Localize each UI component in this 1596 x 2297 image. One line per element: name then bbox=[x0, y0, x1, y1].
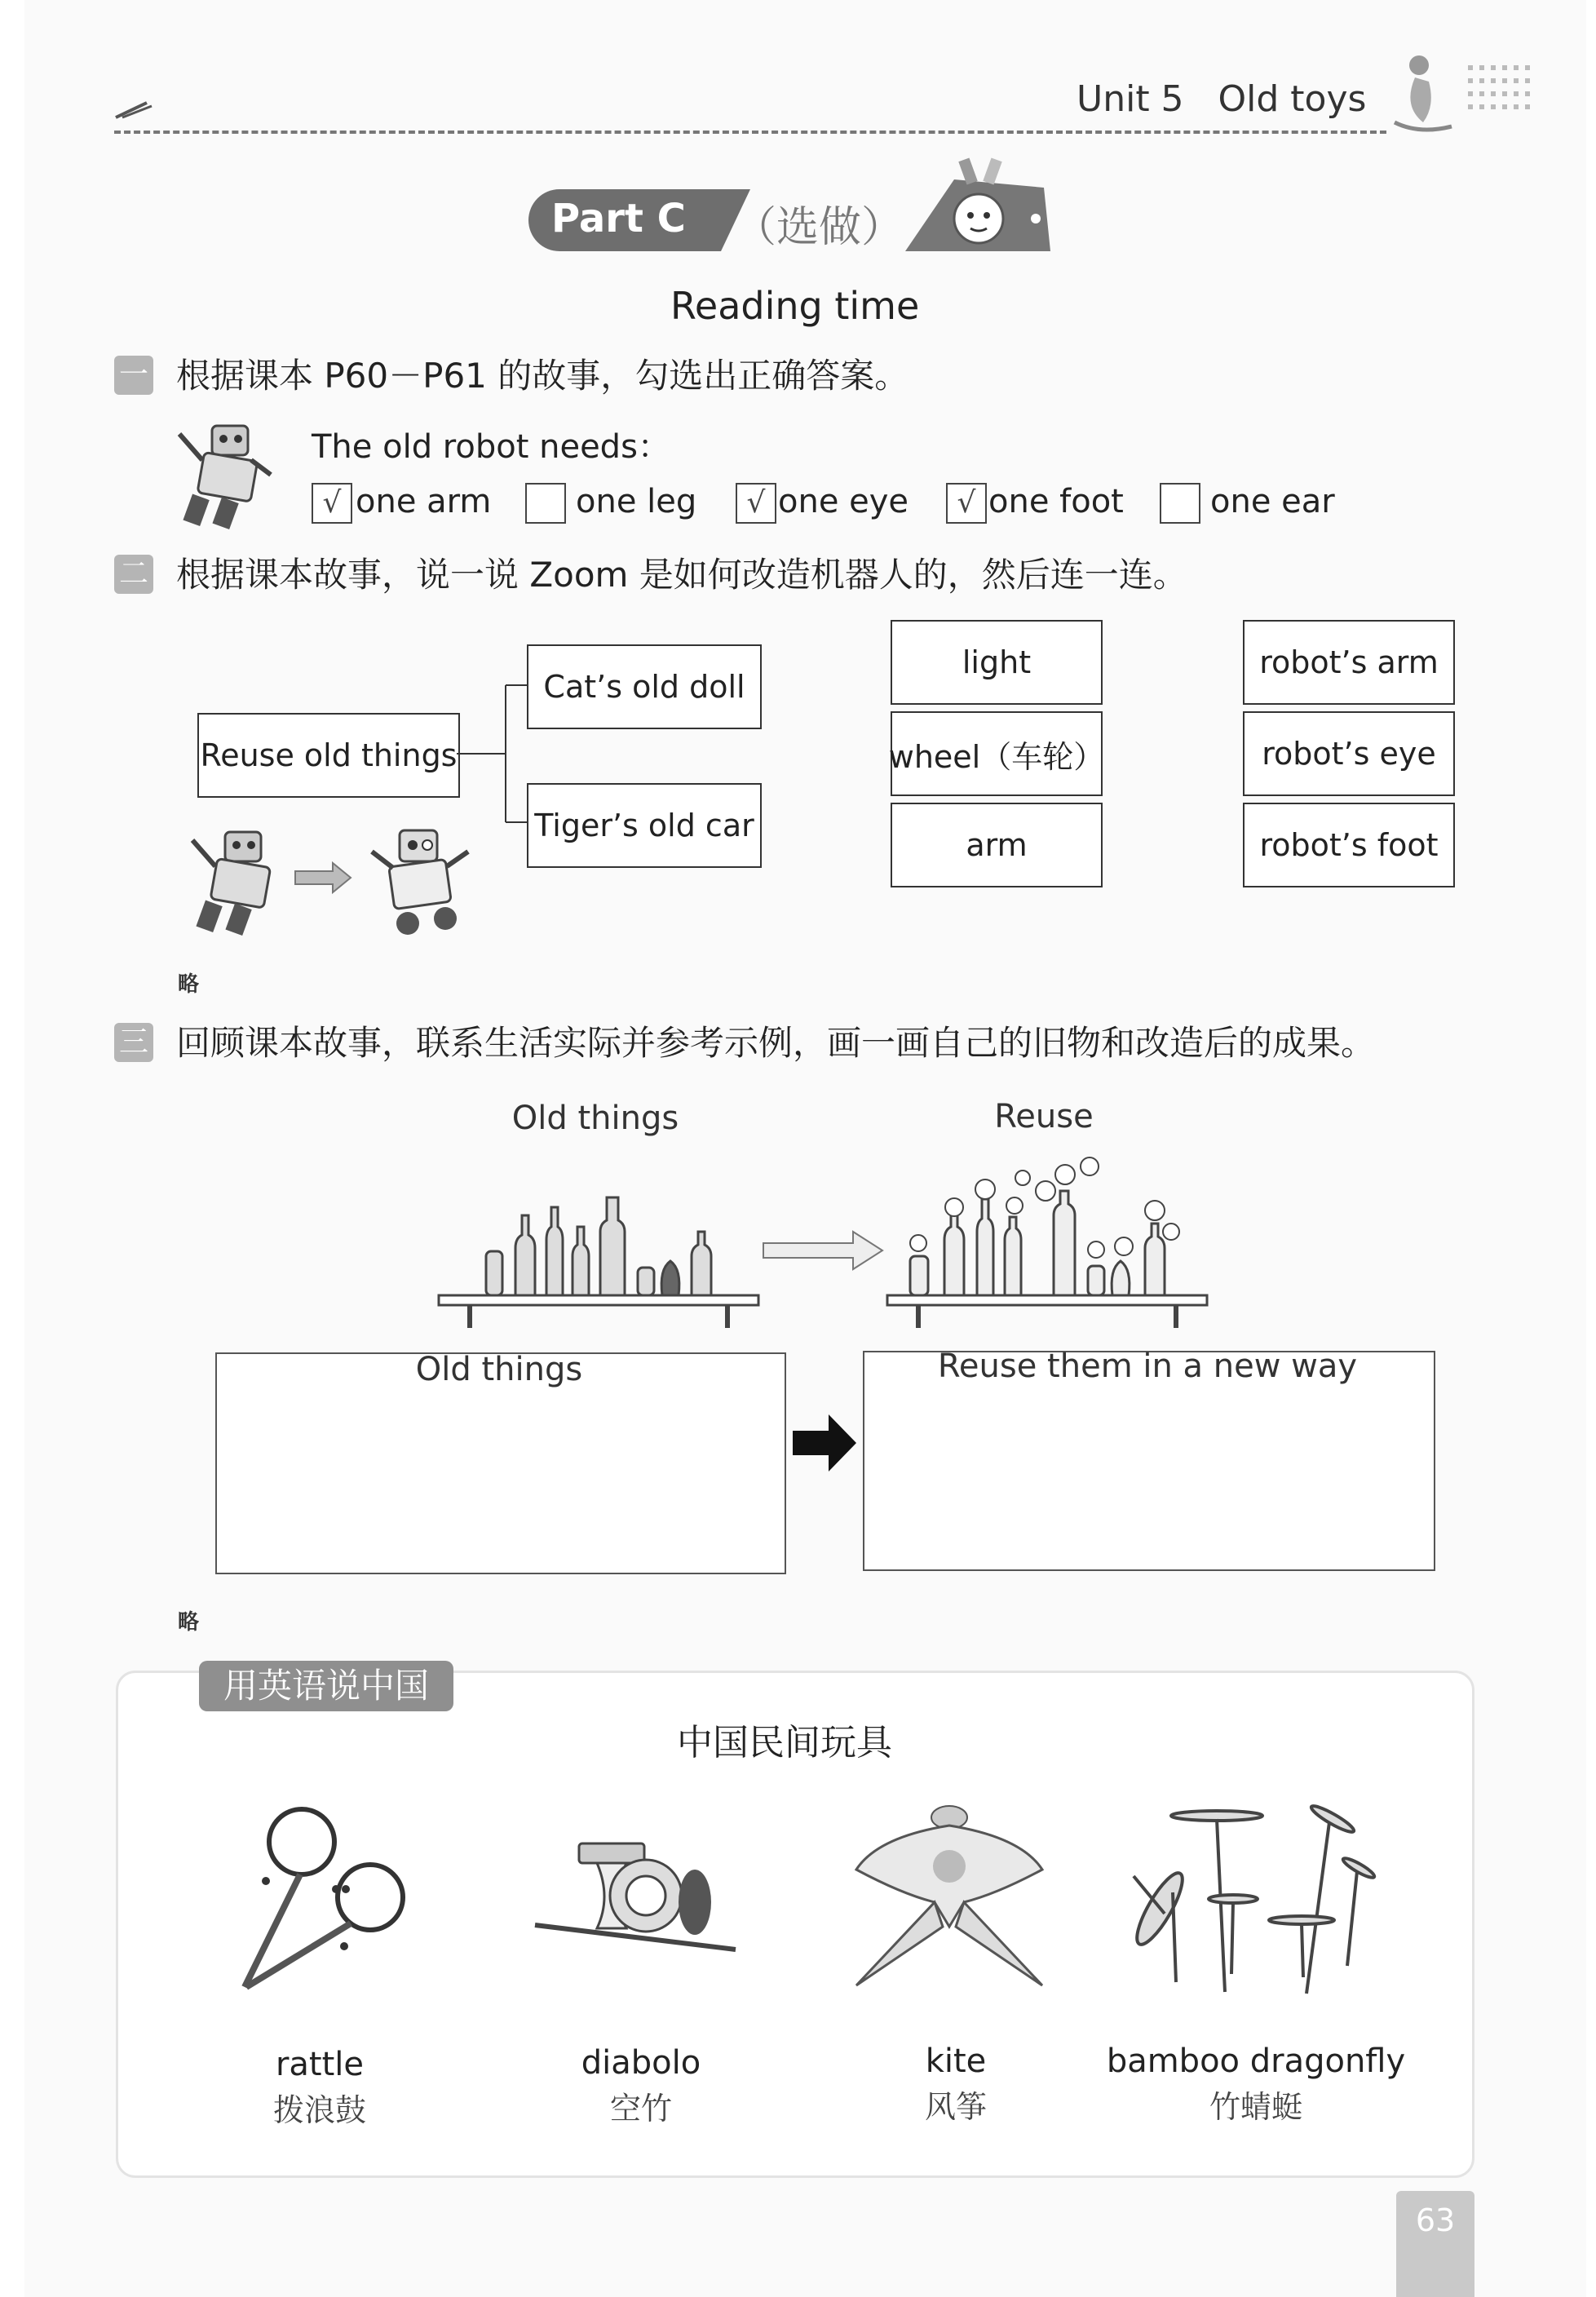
drawing-box-reuse-label: Reuse them in a new way bbox=[937, 1348, 1358, 1385]
kite-icon bbox=[853, 1804, 1046, 1992]
middle-wheel[interactable]: wheel（车轮） bbox=[891, 711, 1103, 796]
china-tag: 用英语说中国 bbox=[199, 1661, 453, 1711]
toy-rattle-en: rattle bbox=[275, 2046, 365, 2083]
skater-icon bbox=[1378, 49, 1590, 139]
checkbox-one-leg[interactable] bbox=[525, 483, 566, 524]
unit-number: Unit 5 bbox=[1077, 78, 1184, 120]
middle-light[interactable]: light bbox=[891, 620, 1103, 705]
china-title: 中国民间玩具 bbox=[677, 1722, 892, 1764]
toy-diabolo-en: diabolo bbox=[581, 2044, 701, 2082]
branch-tiger-car[interactable]: Tiger’s old car bbox=[527, 783, 762, 868]
section-2-note: 略 bbox=[178, 972, 200, 997]
checkbox-one-foot[interactable]: √ bbox=[946, 483, 987, 524]
toy-rattle-cn: 拨浪鼓 bbox=[272, 2092, 366, 2128]
checkbox-one-arm[interactable]: √ bbox=[312, 483, 352, 524]
middle-arm[interactable]: arm bbox=[891, 803, 1103, 887]
section-1-number: 一 bbox=[114, 356, 153, 395]
arrow-right-icon bbox=[763, 1230, 886, 1271]
unit-name: Old toys bbox=[1218, 78, 1367, 120]
checkbox-one-ear[interactable] bbox=[1160, 483, 1200, 524]
arrow-right-icon bbox=[295, 863, 352, 892]
section-1-instruction: 根据课本 P60－P61 的故事，勾选出正确答案。 bbox=[176, 356, 909, 396]
section-2-instruction: 根据课本故事，说一说 Zoom 是如何改造机器人的，然后连一连。 bbox=[176, 555, 1187, 595]
robot-question: The old robot needs： bbox=[312, 428, 670, 466]
old-bottles-shelf-icon bbox=[437, 1191, 760, 1330]
pencil-icon bbox=[114, 96, 155, 121]
header-divider bbox=[114, 131, 1386, 134]
right-robot-arm[interactable]: robot’s arm bbox=[1243, 620, 1455, 705]
section-3-instruction: 回顾课本故事，联系生活实际并参考示例，画一画自己的旧物和改造后的成果。 bbox=[176, 1023, 1376, 1063]
option-label-one-eye: one eye bbox=[778, 483, 909, 520]
option-label-one-ear: one ear bbox=[1210, 483, 1335, 520]
branch-cat-doll[interactable]: Cat’s old doll bbox=[527, 644, 762, 729]
arrow-right-solid-icon bbox=[793, 1414, 858, 1472]
toy-kite-en: kite bbox=[925, 2043, 987, 2080]
tree-connector-lines bbox=[457, 684, 530, 830]
drawing-box-old-things-label: Old things bbox=[415, 1351, 583, 1388]
toy-bamboo-dragonfly-en: bamboo dragonfly bbox=[1106, 2043, 1406, 2080]
rattle-icon bbox=[237, 1803, 416, 1998]
section-3-number: 三 bbox=[114, 1023, 153, 1062]
toy-diabolo-cn: 空竹 bbox=[609, 2091, 672, 2127]
repaired-robot-icon bbox=[367, 819, 473, 941]
example-reuse-label: Reuse bbox=[994, 1098, 1094, 1135]
toy-kite-cn: 风筝 bbox=[924, 2089, 987, 2125]
section-2-number: 二 bbox=[114, 555, 153, 594]
example-old-label: Old things bbox=[511, 1100, 679, 1137]
root-box: Reuse old things bbox=[197, 713, 460, 798]
reused-vases-shelf-icon bbox=[886, 1142, 1209, 1330]
bamboo-dragonfly-icon bbox=[1127, 1795, 1388, 1998]
option-label-one-leg: one leg bbox=[576, 483, 697, 520]
option-label-one-arm: one arm bbox=[356, 483, 492, 520]
toy-bamboo-dragonfly-cn: 竹蜻蜓 bbox=[1209, 2089, 1302, 2125]
broken-robot-icon bbox=[184, 824, 290, 938]
mascot-icon bbox=[905, 155, 1052, 253]
page-number: 63 bbox=[1415, 2202, 1456, 2238]
diabolo-icon bbox=[532, 1840, 741, 1963]
right-robot-foot[interactable]: robot’s foot bbox=[1243, 803, 1455, 887]
optional-label: （选做） bbox=[734, 203, 904, 252]
part-label: Part C bbox=[551, 196, 686, 241]
right-robot-eye[interactable]: robot’s eye bbox=[1243, 711, 1455, 796]
unit-title bbox=[1077, 78, 1366, 120]
checkbox-one-eye[interactable]: √ bbox=[736, 483, 776, 524]
option-label-one-foot: one foot bbox=[988, 483, 1124, 520]
section-3-note: 略 bbox=[178, 1610, 200, 1635]
reading-title: Reading time bbox=[670, 284, 920, 328]
old-robot-icon bbox=[171, 418, 277, 532]
